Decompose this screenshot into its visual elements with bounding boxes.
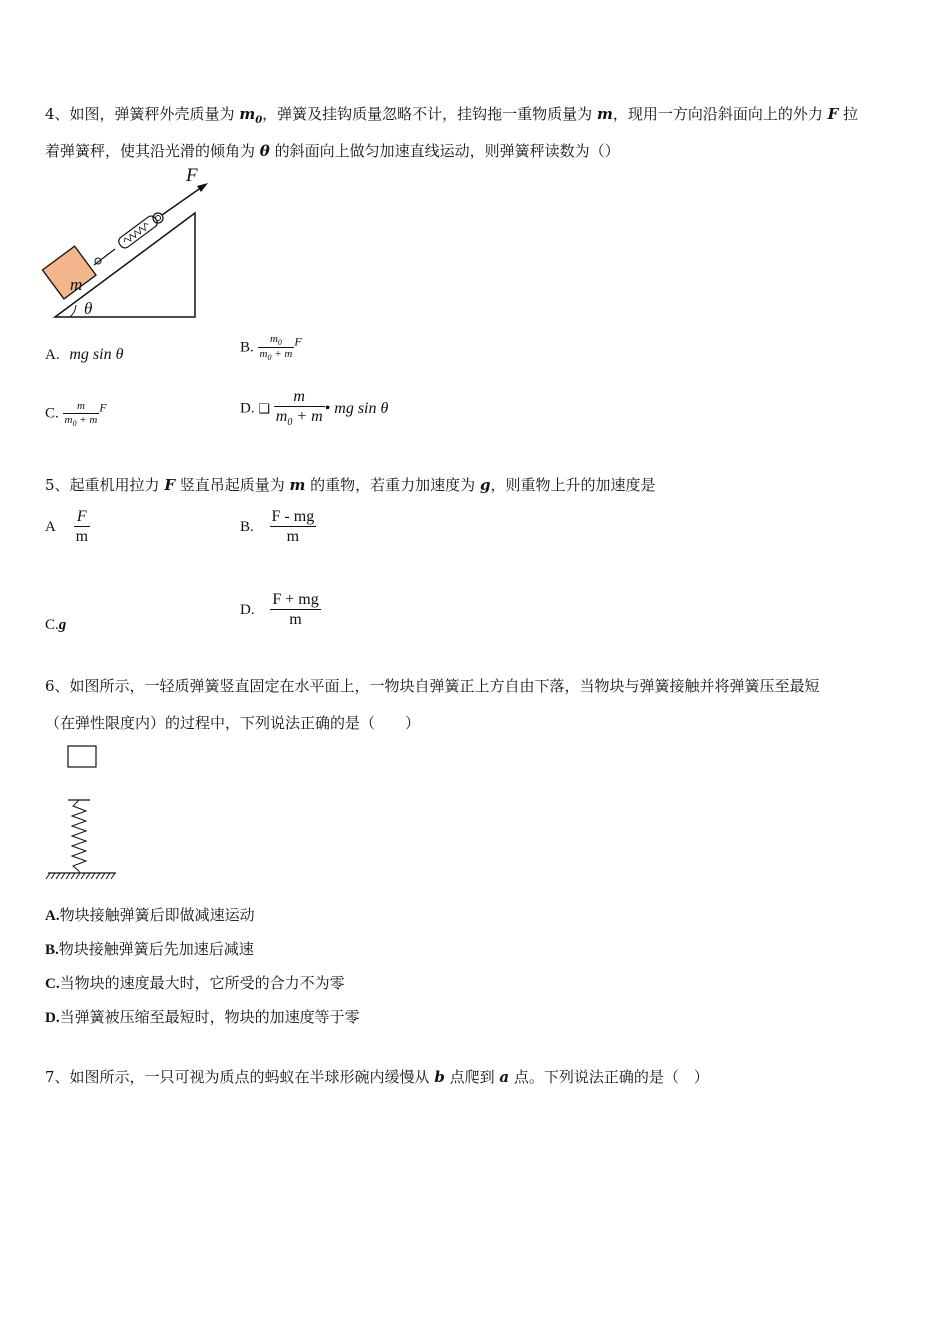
q4-option-c-fraction: $\frac{m}{m_0 + m}$ bbox=[64, 400, 98, 428]
force-arrow-head bbox=[197, 183, 208, 192]
q6-option-a[interactable] bbox=[45, 904, 255, 925]
q5-text-b: 竖直吊起质量为 bbox=[174, 476, 290, 494]
ground-hatch bbox=[46, 873, 115, 879]
spring-figure bbox=[40, 740, 130, 885]
q4-option-b[interactable] bbox=[240, 333, 302, 363]
q7-text-b: 点爬到 bbox=[444, 1068, 500, 1086]
q5-option-d[interactable] bbox=[240, 591, 321, 630]
q6-option-d-text: 当弹簧被压缩至最短时，物块的加速度等于零 bbox=[59, 1008, 360, 1026]
q6-option-d[interactable] bbox=[45, 1006, 360, 1027]
q4-text-2b: 的斜面向上做匀加速直线运动，则弹簧秤读数为（） bbox=[269, 142, 620, 160]
q5-F: F bbox=[164, 476, 175, 494]
q6-option-a-text: 物块接触弹簧后即做减速运动 bbox=[59, 906, 255, 924]
q5-option-d-fraction: $\frac{F + mg}{m}$ bbox=[272, 591, 319, 629]
q7-point-b: b bbox=[434, 1068, 445, 1086]
q4-option-a-expr: mg sin θ bbox=[69, 346, 124, 363]
q4-line1 bbox=[45, 103, 858, 126]
q7-stem bbox=[45, 1066, 709, 1087]
spring-icon bbox=[72, 800, 86, 871]
q4-option-a-label: A. bbox=[45, 347, 60, 363]
checkbox-icon: ❑ bbox=[258, 400, 270, 416]
q4-F: F bbox=[827, 105, 839, 123]
angle-label: θ bbox=[84, 299, 93, 318]
q4-text-1b: ，弹簧及挂钩质量忽略不计，挂钩拖一重物质量为 bbox=[262, 105, 597, 123]
q5-option-c-label: C. bbox=[45, 617, 59, 633]
q5-option-a[interactable] bbox=[45, 508, 90, 547]
q5-option-b-label: B. bbox=[240, 518, 254, 535]
angle-arc bbox=[70, 305, 76, 317]
q4-option-b-label: B. bbox=[240, 339, 254, 356]
incline-figure bbox=[40, 165, 220, 325]
q4-option-d-label: D. bbox=[240, 400, 255, 417]
q7-text-c: 点。下列说法正确的是（ ） bbox=[509, 1068, 709, 1086]
hook-line bbox=[94, 249, 115, 265]
q4-option-c-tail: F bbox=[99, 400, 107, 415]
q4-m0: $m_0$ bbox=[239, 105, 263, 126]
q4-text-1c: ，现用一方向沿斜面向上的外力 bbox=[612, 105, 828, 123]
ring-inner bbox=[156, 216, 161, 221]
q7-point-a: a bbox=[499, 1068, 510, 1086]
q4-option-a[interactable] bbox=[45, 346, 123, 364]
q5-text-d: ，则重物上升的加速度是 bbox=[490, 476, 656, 494]
q4-option-d-tail: • mg sin θ bbox=[324, 399, 389, 417]
q4-theta: θ bbox=[259, 142, 270, 160]
q4-text-1d: 拉 bbox=[838, 105, 859, 123]
q5-option-b[interactable] bbox=[240, 508, 316, 547]
q4-option-d-fraction: $\frac{m}{m_0 + m}$ bbox=[275, 388, 323, 429]
q5-option-a-label: A bbox=[45, 518, 56, 535]
q6-option-d-label: D. bbox=[45, 1010, 60, 1026]
q4-option-c[interactable] bbox=[45, 400, 107, 428]
q7-text-a: 7、如图所示，一只可视为质点的蚂蚁在半球形碗内缓慢从 bbox=[45, 1068, 435, 1086]
q4-line2 bbox=[45, 140, 620, 161]
q6-option-b-text: 物块接触弹簧后先加速后减速 bbox=[58, 940, 254, 958]
q5-option-a-fraction: $\frac{F}{m}$ bbox=[75, 508, 89, 546]
q4-text-2a: 着弹簧秤，使其沿光滑的倾角为 bbox=[45, 142, 260, 160]
q6-option-b[interactable] bbox=[45, 938, 254, 959]
q5-text-c: 的重物，若重力加速度为 bbox=[305, 476, 480, 494]
q4-text-1a: 4、如图，弹簧秤外壳质量为 bbox=[45, 105, 240, 123]
q6-line1: 6、如图所示，一轻质弹簧竖直固定在水平面上，一物块自弹簧正上方自由下落，当物块与弹簧接触并将弹簧压至最短 bbox=[45, 677, 820, 695]
q5-option-c-value: g bbox=[58, 617, 67, 633]
q4-option-c-label: C. bbox=[45, 405, 59, 422]
q5-stem bbox=[45, 474, 655, 495]
force-arrow-line bbox=[162, 187, 202, 215]
q5-text-a: 5、起重机用拉力 bbox=[45, 476, 165, 494]
falling-block bbox=[68, 746, 96, 767]
q6-option-b-label: B. bbox=[45, 942, 59, 958]
q4-m: m bbox=[596, 105, 613, 123]
q5-option-c[interactable] bbox=[45, 617, 66, 634]
q4-option-b-tail: F bbox=[294, 334, 302, 349]
q4-option-b-fraction: $\frac{m_0}{m_0 + m}$ bbox=[259, 333, 293, 363]
q6-option-c-text: 当物块的速度最大时，它所受的合力不为零 bbox=[59, 974, 345, 992]
q5-option-b-fraction: $\frac{F - mg}{m}$ bbox=[271, 508, 315, 546]
q6-line2: （在弹性限度内）的过程中，下列说法正确的是（ ） bbox=[45, 714, 421, 732]
mass-label: m bbox=[70, 275, 83, 294]
q5-option-d-label: D. bbox=[240, 601, 255, 618]
q6-option-c[interactable] bbox=[45, 972, 345, 993]
q6-option-c-label: C. bbox=[45, 976, 60, 992]
force-label: F bbox=[186, 165, 198, 186]
q5-m: m bbox=[289, 476, 306, 494]
q5-g: g bbox=[479, 476, 491, 494]
q6-option-a-label: A. bbox=[45, 908, 60, 924]
q4-option-d[interactable] bbox=[240, 388, 388, 430]
